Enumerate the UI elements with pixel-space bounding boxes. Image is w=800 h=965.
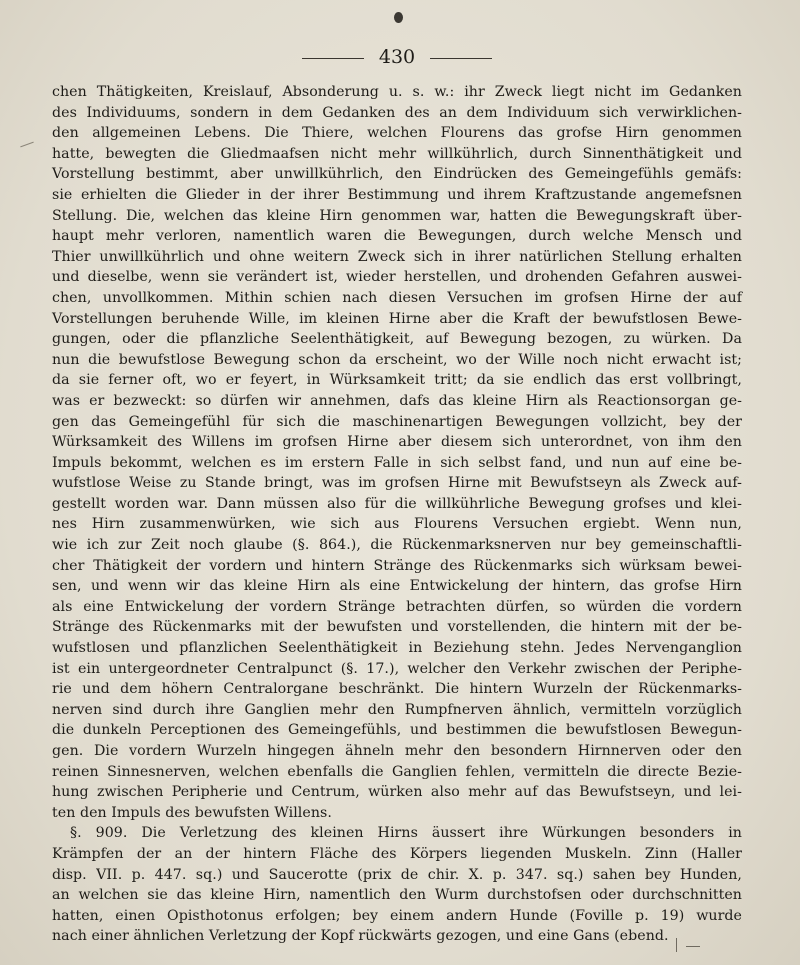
- text-line: ist ein untergeordneter Centralpunct (§. 17.), welcher den Verkehr zwischen der Periphe-: [52, 660, 742, 677]
- text-line: Krämpfen der an der hintern Fläche des Körpers liegenden Muskeln. Zinn (Haller: [52, 845, 742, 862]
- text-line: chen Thätigkeiten, Kreislauf, Absonderung u. s. w.: ihr Zweck liegt nicht im Gedanken: [52, 84, 742, 100]
- ink-spot: [394, 12, 403, 23]
- margin-mark: [676, 938, 677, 952]
- text-line: als eine Entwickelung der vordern Stränge betrachten dürfen, so würden die vordern: [52, 598, 742, 615]
- text-line: Vorstellung bestimmt, aber unwillkührlich, den Eindrücken des Gemeingefühls gemäfs:: [52, 166, 742, 183]
- text-line: Thier unwillkührlich und ohne weitern Zweck sich in ihrer natürlichen Stellung erhalten: [52, 248, 742, 265]
- text-line: disp. VII. p. 447. sq.) und Saucerotte (prix de chir. X. p. 347. sq.) sahen bey Hunden,: [52, 866, 742, 883]
- margin-mark: [686, 946, 700, 947]
- text-line: hatten, einen Opisthotonus erfolgen; bey einem andern Hunde (Foville p. 19) wurde: [52, 907, 742, 924]
- text-line: da sie ferner oft, wo er feyert, in Würksamkeit tritt; da sie endlich das erst vollbringt,: [52, 372, 742, 389]
- text-line: wie ich zur Zeit noch glaube (§. 864.), die Rückenmarksnerven nur bey gemeinschaftli-: [52, 537, 742, 554]
- text-line: des Individuums, sondern in dem Gedanken des an dem Individuum sich verwirklichen-: [52, 104, 742, 121]
- text-line: hatte, bewegten die Gliedmaafsen nicht mehr willkührlich, durch Sinnenthätigkeit und: [52, 145, 742, 162]
- text-line: ten den Impuls des bewufsten Willens.: [52, 804, 332, 821]
- header-rule-right: [430, 58, 492, 59]
- text-line: Vorstellungen beruhende Wille, im kleinen Hirne aber die Kraft der bewufstlosen Bewe-: [52, 310, 742, 327]
- text-line: die dunkeln Perceptionen des Gemeingefühls, und bestimmen die bewufstlosen Bewegun-: [52, 722, 742, 739]
- text-line: nach einer ähnlichen Verletzung der Kopf rückwärts gezogen, und eine Gans (ebend.: [52, 928, 669, 945]
- text-line: Stränge des Rückenmarks mit der bewufsten und vorstellenden, die hintern mit der be-: [52, 619, 742, 636]
- text-line: sie erhielten die Glieder in der ihrer Bestimmung und ihrem Kraftzustande angemefsnen: [52, 186, 742, 203]
- text-line: gestellt worden war. Dann müssen also für die willkührliche Bewegung grofses und klei-: [52, 495, 742, 512]
- text-line: gen das Gemeingefühl für sich die maschinenartigen Bewegungen vollzicht, bey der: [52, 413, 742, 430]
- text-line: und dieselbe, wenn sie verändert ist, wieder herstellen, und drohenden Gefahren auswei-: [52, 269, 742, 286]
- text-line: sen, und wenn wir das kleine Hirn als eine Entwickelung der hintern, das grofse Hirn: [52, 578, 742, 595]
- text-line: Würksamkeit des Willens im grofsen Hirne aber diesem sich unterordnet, von ihm den: [52, 434, 742, 451]
- text-line: den allgemeinen Lebens. Die Thiere, welchen Flourens das grofse Hirn genommen: [52, 125, 742, 142]
- text-line: was er bezweckt: so dürfen wir annehmen, dafs das kleine Hirn als Reactionsorgan ge-: [52, 392, 742, 409]
- text-line: an welchen sie das kleine Hirn, namentlich den Wurm durchstofsen oder durchschnitten: [52, 887, 742, 904]
- text-line: Stellung. Die, welchen das kleine Hirn genommen war, hatten die Bewegungskraft über-: [52, 207, 742, 224]
- text-line: wufstlosen und pflanzlichen Seelenthätigkeit in Beziehung stehn. Jedes Nervenganglion: [52, 640, 742, 657]
- text-line: wufstlose Weise zu Stande bringt, was im grofsen Hirne mit Bewufstseyn als Zweck auf-: [52, 475, 742, 492]
- header-rule-left: [302, 58, 364, 59]
- text-line: haupt mehr verloren, namentlich waren die Bewegungen, durch welche Mensch und: [52, 228, 742, 245]
- text-line: nerven sind durch ihre Ganglien mehr den Rumpfnerven ähnlich, vermitteln vorzüglich: [52, 701, 742, 718]
- page-number: 430: [378, 46, 416, 68]
- text-line: nes Hirn zusammenwürken, wie sich aus Flourens Versuchen ergiebt. Wenn nun,: [52, 516, 742, 533]
- text-line: reinen Sinnesnerven, welchen ebenfalls die Ganglien fehlen, vermitteln die directe Bezie-: [52, 763, 742, 780]
- text-line: rie und dem höhern Centralorgane beschränkt. Die hintern Wurzeln der Rückenmarks-: [52, 681, 742, 698]
- text-line: Impuls bekommt, welchen es im erstern Falle in sich selbst fand, und nun auf eine be-: [52, 454, 742, 471]
- text-line: §. 909. Die Verletzung des kleinen Hirns äussert ihre Würkungen besonders in: [70, 825, 742, 842]
- text-line: gungen, oder die pflanzliche Seelenthätigkeit, auf Bewegung bezogen, zu würken. Da: [52, 331, 742, 348]
- page-header: [0, 44, 800, 72]
- margin-mark: [20, 142, 33, 148]
- text-line: chen, unvollkommen. Mithin schien nach diesen Versuchen im grofsen Hirne der auf: [52, 289, 742, 306]
- text-line: nun die bewufstlose Bewegung schon da erscheint, wo der Wille noch nicht erwacht ist;: [52, 351, 742, 368]
- text-line: gen. Die vordern Wurzeln hingegen ähneln mehr den besondern Hirnnerven oder den: [52, 743, 742, 759]
- body-text: [52, 82, 742, 947]
- text-line: hung zwischen Peripherie und Centrum, würken also mehr auf das Bewufstseyn, und lei-: [52, 784, 742, 801]
- text-line: cher Thätigkeit der vordern und hintern Stränge des Rückenmarks sich würksam bewei-: [52, 557, 742, 574]
